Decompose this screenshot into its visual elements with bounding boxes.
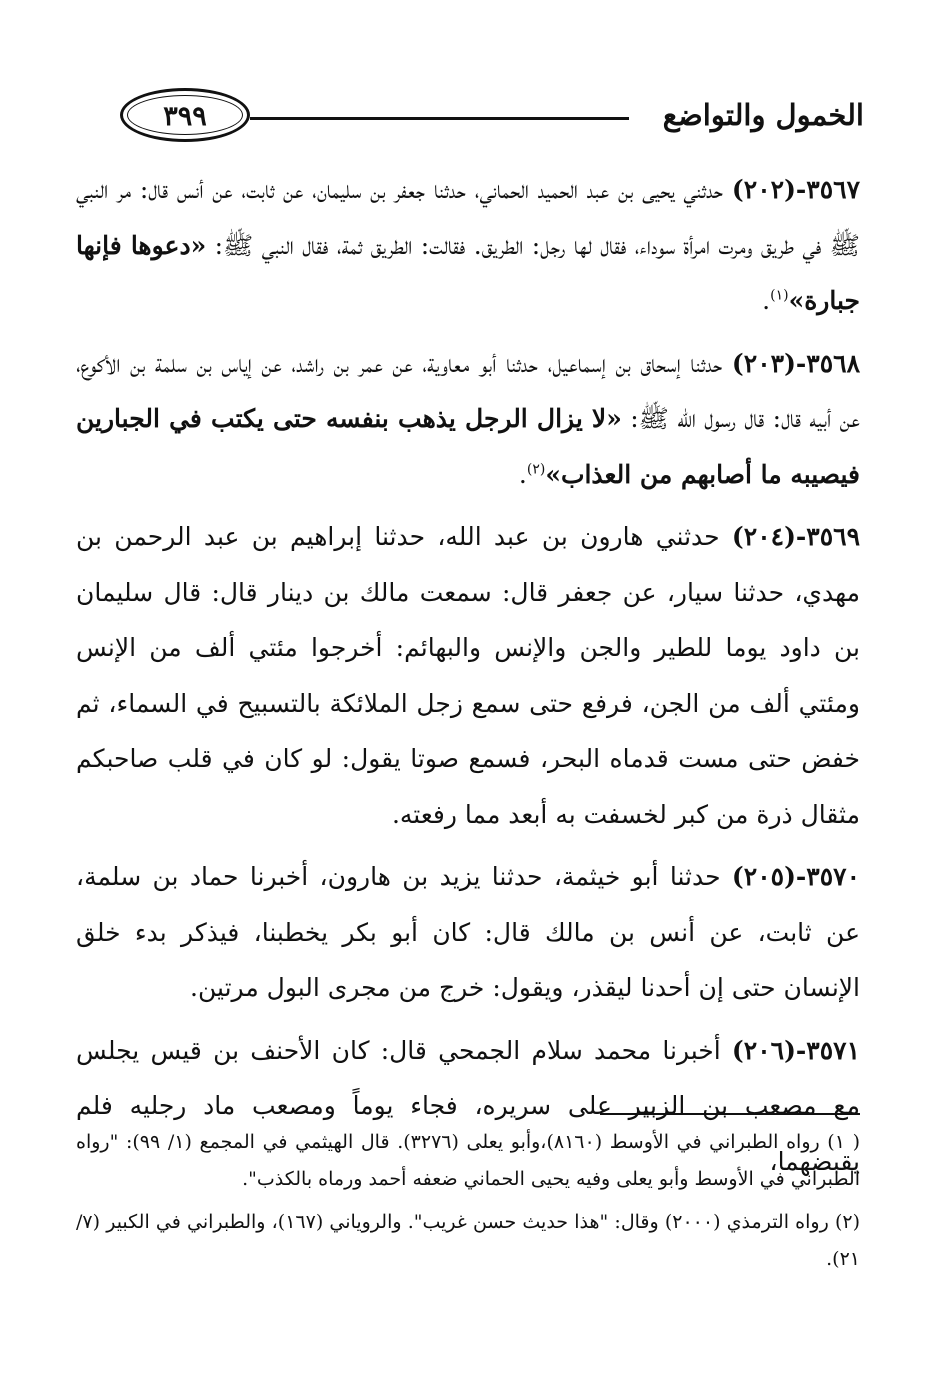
page-header bbox=[120, 88, 864, 148]
footnote-ref[interactable]: (١) bbox=[770, 287, 789, 304]
hadith-text: حدثنا إسحاق بن إسماعيل، حدثنا أبو معاوية، عن عمر بن راشد، عن إياس بن سلمة بن الأكوع، عن أبيه قال: قال رسول الله ﷺ: bbox=[76, 348, 860, 433]
hadith-paragraph bbox=[76, 162, 860, 329]
running-title: الخمول والتواضع bbox=[662, 98, 864, 132]
hadith-number: ٣٥٦٧-(٢٠٢) bbox=[731, 175, 860, 204]
hadith-paragraph bbox=[76, 336, 860, 503]
hadith-text: حدثني هارون بن عبد الله، حدثنا إبراهيم بن عبد الرحمن بن مهدي، حدثنا سيار، عن جعفر قال: سمعت مالك بن دينار قال: قال سليمان بن داود يوما للطير والجن والإنس والبهائم: أخرجوا مئتي ألف من الإنس ومئتي ألف من الجن، فرفع حتى سمع زجل الملائكة بالتسبيح في السماء، ثم خفض حتى مست قدماه البحر، فسمع صوتا يقول: لو كان في قلب صاحبكم مثقال ذرة من كبر لخسفت به أبعد مما رفعته. bbox=[76, 522, 860, 829]
footnotes bbox=[76, 1124, 860, 1284]
hadith-number: ٣٥٧٠-(٢٠٥) bbox=[731, 862, 860, 891]
hadith-quote: «لا يزال الرجل يذهب بنفسه حتى يكتب في الجبارين فيصيبه ما أصابهم من العذاب» bbox=[76, 404, 860, 489]
hadith-number: ٣٥٦٨-(٢٠٣) bbox=[731, 348, 860, 378]
page-number: ٣٩٩ bbox=[163, 101, 207, 132]
hadith-end: . bbox=[762, 286, 771, 315]
hadith-quote: «دعوها فإنها جبارة» bbox=[76, 230, 860, 315]
footnote-1: ( ١) رواه الطبراني في الأوسط (٨١٦٠)،وأبو يعلى (٣٢٧٦). قال الهيثمي في المجمع (١/ ٩٩): "رواه الطبراني في الأوسط وأبو يعلى وفيه يحيى الحماني ضعفه أحمد ورماه بالكذب". bbox=[76, 1131, 861, 1190]
hadith-text: أخبرنا محمد سلام الجمحي قال: كان الأحنف بن قيس يجلس مع مصعب بن الزبير على سريره، فجاء يوماً ومصعب ماد رجليه فلم يقبضهما، bbox=[76, 1035, 860, 1176]
hadith-number: ٣٥٧١-(٢٠٦) bbox=[731, 1035, 860, 1065]
hadith-end: . bbox=[518, 459, 527, 489]
footnote-separator bbox=[600, 1113, 860, 1115]
hadith-paragraph bbox=[76, 509, 860, 842]
footnote-2: (٢) رواه الترمذي (٢٠٠٠) وقال: "هذا حديث حسن غريب". والروياني (١٦٧)، والطبراني في الكبير (٧/ ٢١). bbox=[76, 1211, 860, 1270]
main-text bbox=[76, 162, 860, 1196]
hadith-text: حدثني يحيى بن عبد الحميد الحماني، حدثنا جعفر بن سليمان، عن ثابت، عن أنس قال: مر النبي ﷺ في طريق ومرت امرأة سوداء، فقال لها رجل: الطريق. فقالت: الطريق ثمة، فقال النبي ﷺ: bbox=[76, 175, 860, 260]
hadith-paragraph bbox=[76, 849, 860, 1016]
hadith-text: حدثنا أبو خيثمة، حدثنا يزيد بن هارون، أخبرنا حماد بن سلمة، عن ثابت، عن أنس بن مالك قال: كان أبو بكر يخطبنا، فيذكر بدء خلق الإنسان حتى إن أحدنا ليقذر، ويقول: خرج من مجرى البول مرتين. bbox=[76, 862, 860, 1002]
hadith-number: ٣٥٦٩-(٢٠٤) bbox=[731, 522, 860, 551]
header-rule bbox=[250, 117, 629, 120]
page-number-frame bbox=[120, 88, 250, 142]
footnote-ref[interactable]: (٢) bbox=[526, 461, 546, 478]
